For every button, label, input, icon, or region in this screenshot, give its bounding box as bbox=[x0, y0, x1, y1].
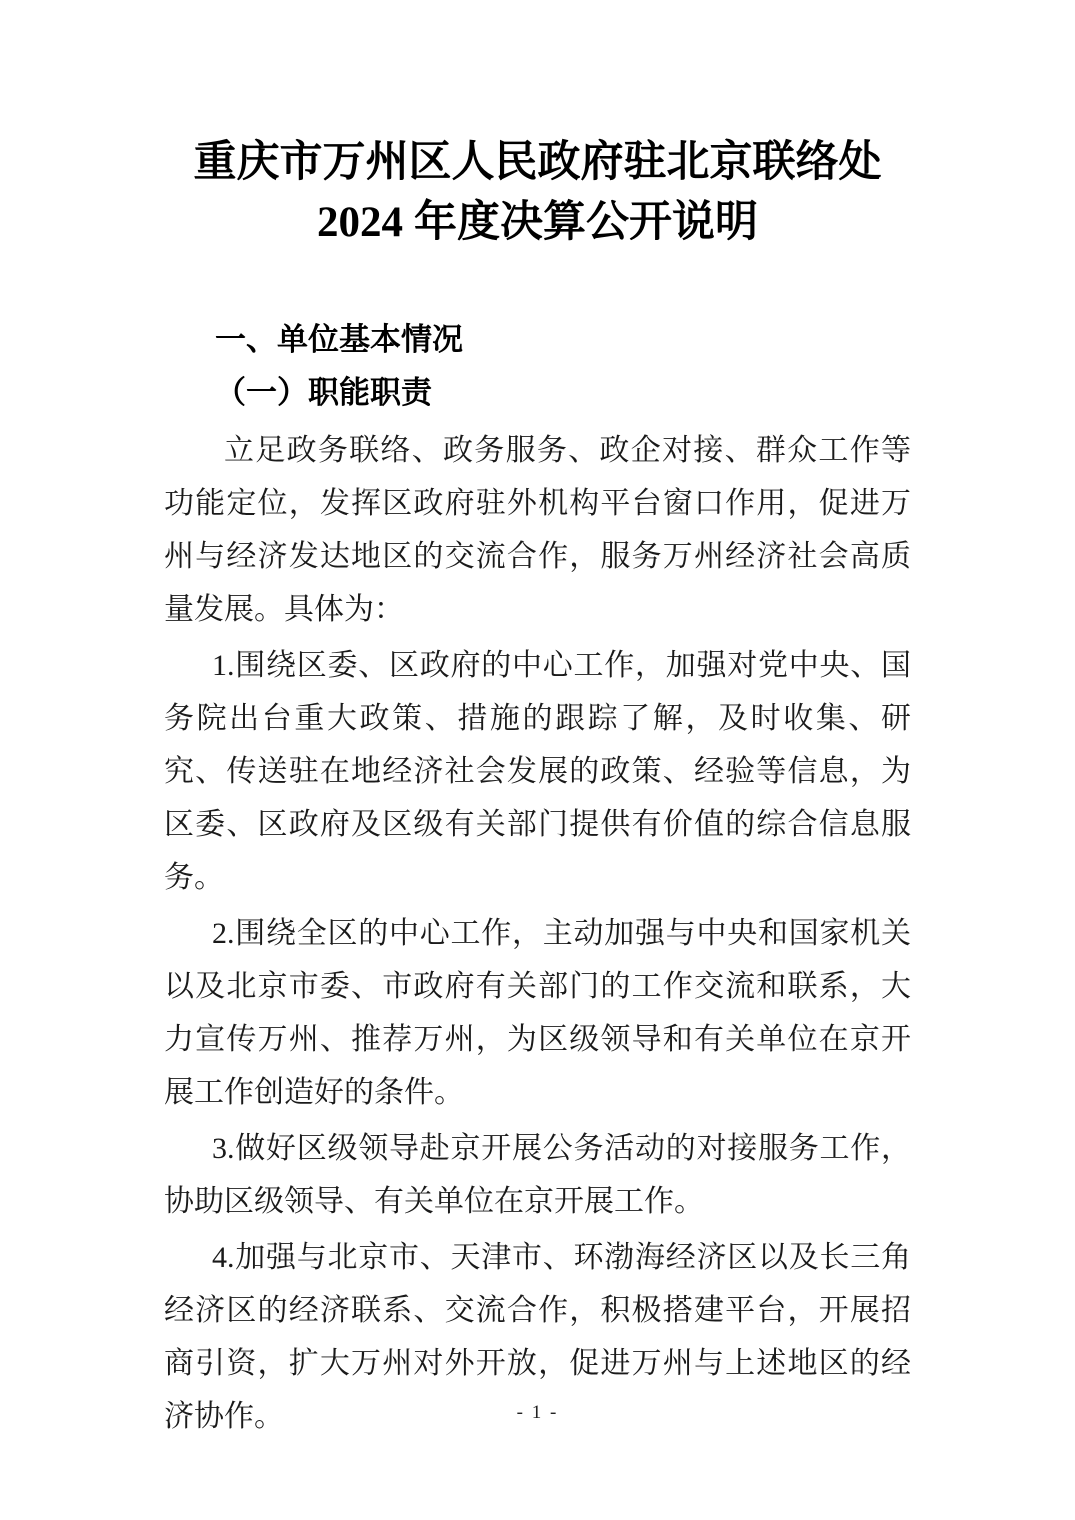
document-title-line1: 重庆市万州区人民政府驻北京联络处 bbox=[193, 138, 882, 186]
intro-paragraph: 立足政务联络、政务服务、政企对接、群众工作等功能定位，发挥区政府驻外机构平台窗口作用，促进万州与经济发达地区的交流合作，服务万州经济社会高质量发展。具体为： bbox=[164, 434, 911, 626]
document-title bbox=[164, 0, 911, 253]
document-title-year: 2024 bbox=[317, 199, 403, 246]
duty-item-3: 3.做好区级领导赴京开展公务活动的对接服务工作，协助区级领导、有关单位在京开展工作。 bbox=[164, 1132, 911, 1218]
section-heading-basic-info: 一、单位基本情况 bbox=[215, 322, 463, 357]
duty-item-4: 4.加强与北京市、天津市、环渤海经济区以及长三角经济区的经济联系、交流合作，积极搭建平台，开展招商引资，扩大万州对外开放，促进万州与上述地区的经济协作。 bbox=[164, 1241, 911, 1433]
document-title-line2-text: 年度决算公开说明 bbox=[414, 198, 758, 246]
subsection-heading-duties: （一）职能职责 bbox=[215, 375, 432, 410]
document-content bbox=[164, 0, 911, 1446]
duty-item-1: 1.围绕区委、区政府的中心工作，加强对党中央、国务院出台重大政策、措施的跟踪了解，及时收集、研究、传送驻在地经济社会发展的政策、经验等信息，为区委、区政府及区级有关部门提供有价值的综合信息服务。 bbox=[164, 649, 911, 894]
duty-item-2: 2.围绕全区的中心工作，主动加强与中央和国家机关以及北京市委、市政府有关部门的工作交流和联系，大力宣传万州、推荐万州，为区级领导和有关单位在京开展工作创造好的条件。 bbox=[164, 917, 911, 1109]
page-number: - 1 - bbox=[516, 1402, 559, 1423]
document-title-line2 bbox=[164, 192, 911, 253]
